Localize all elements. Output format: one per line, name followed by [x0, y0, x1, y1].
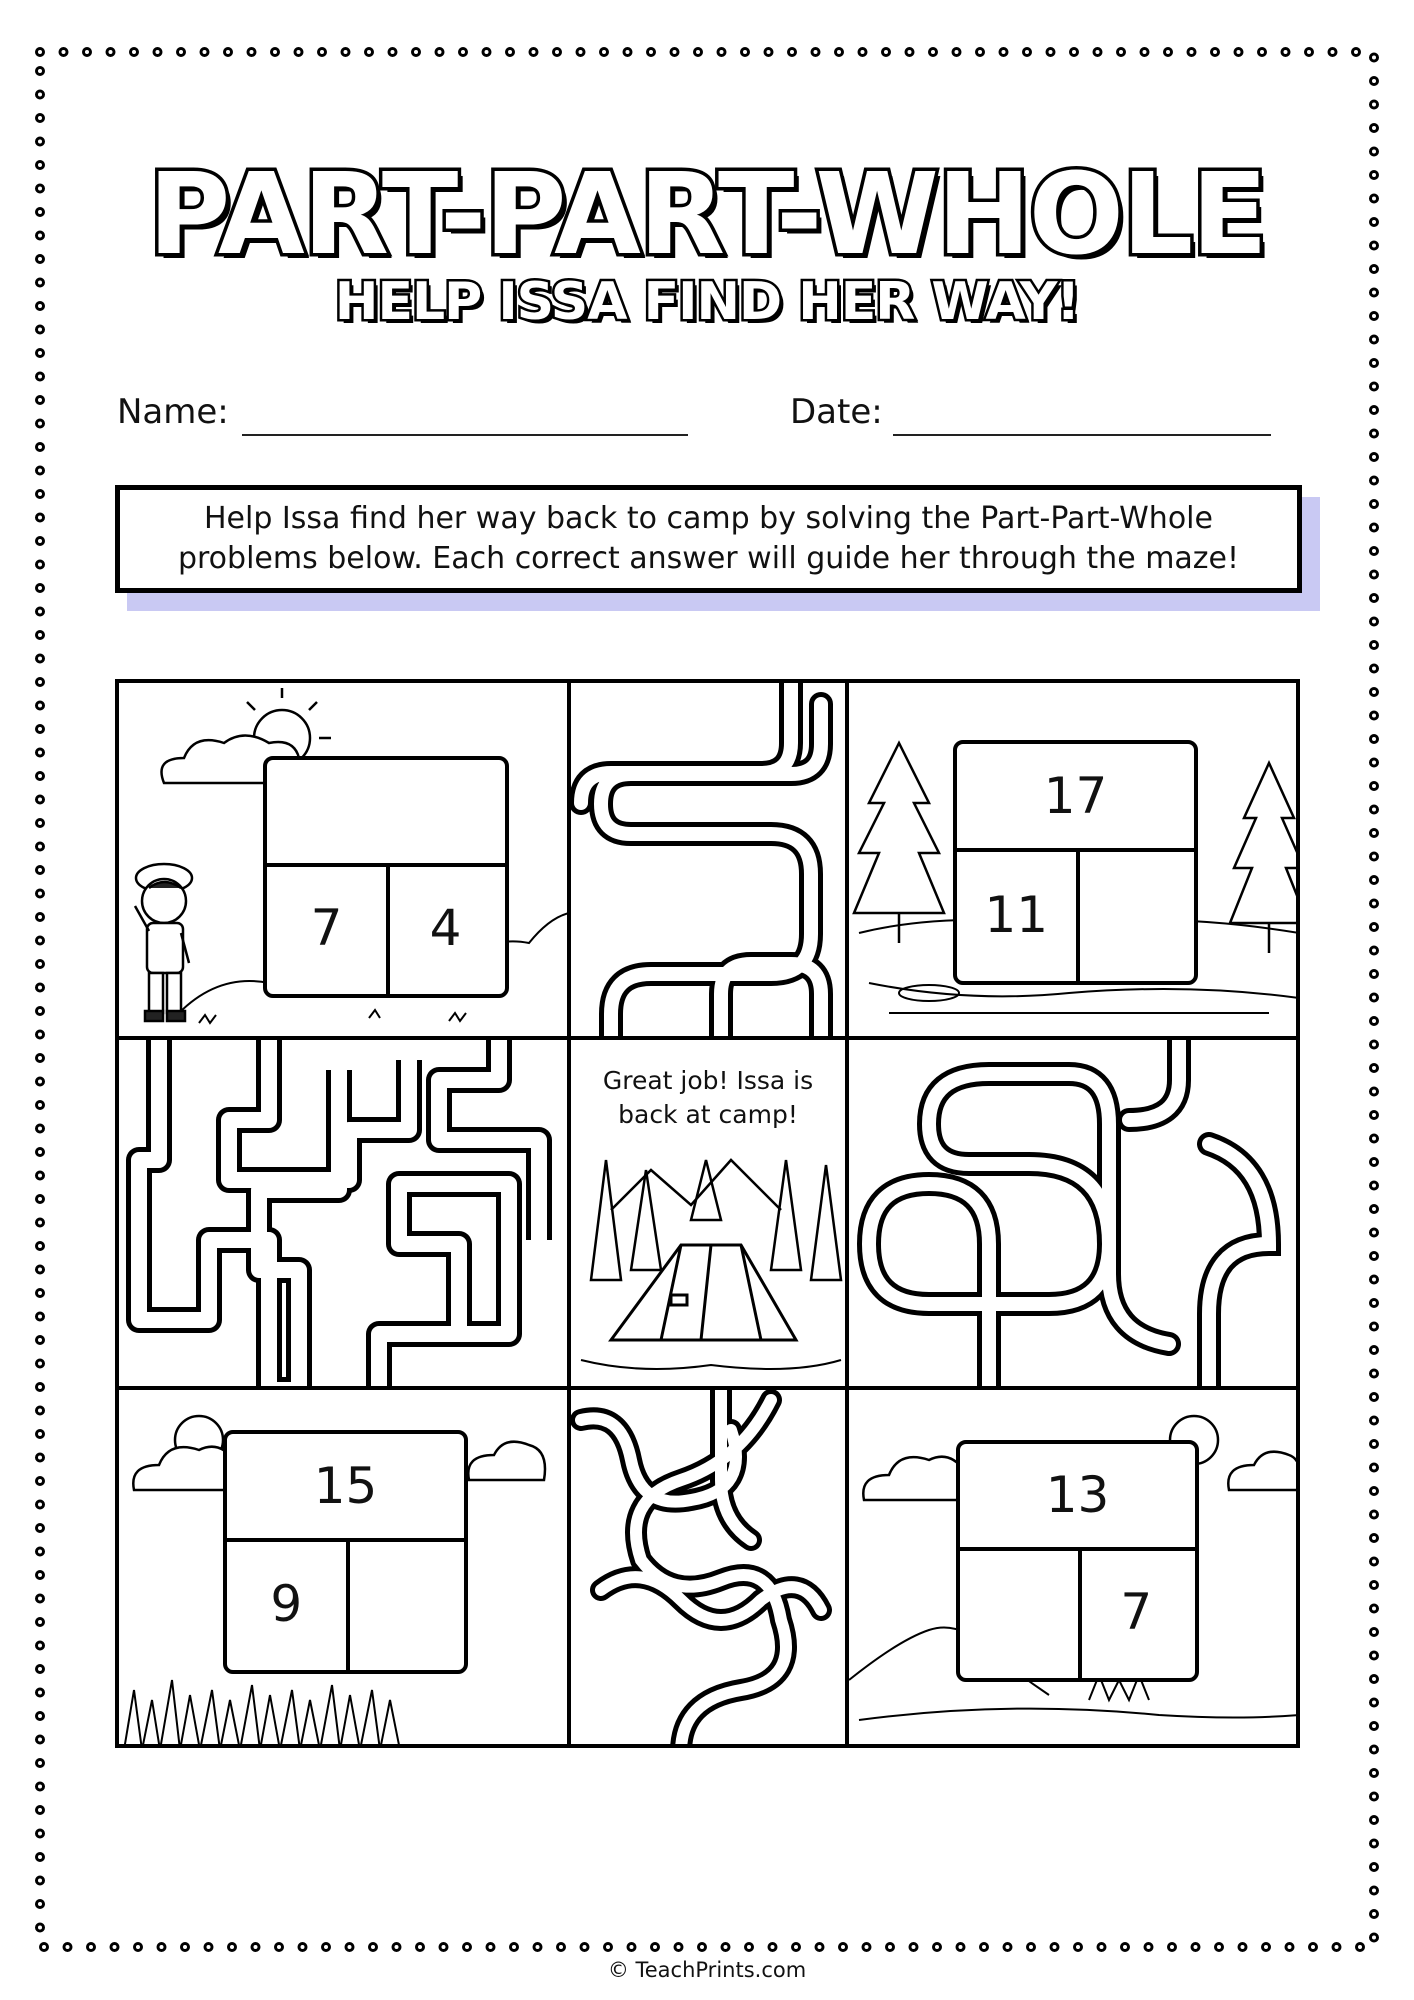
problem-box-3 [223, 1430, 468, 1674]
page-subtitle: HELP ISSA FIND HER WAY! [334, 272, 1080, 332]
cell-meadow-scene [115, 1386, 571, 1748]
camp-message-line-1: Great job! Issa is [602, 1066, 814, 1095]
issa-scout-figure [135, 864, 192, 1021]
part-1-value: 9 [227, 1538, 350, 1670]
cell-start-scene [115, 679, 571, 1040]
camp-finish-cell [567, 1036, 849, 1390]
cell-lake-scene [845, 679, 1300, 1040]
grass-scene [124, 1680, 400, 1748]
instructions-line-1: Help Issa find her way back to camp by solving the Part-Part-Whole [204, 501, 1213, 536]
name-label: Name: [117, 392, 229, 432]
date-label: Date: [790, 392, 883, 432]
name-field[interactable] [242, 434, 688, 436]
part-1-value: 11 [957, 848, 1080, 981]
part-2-value: 4 [429, 899, 462, 958]
cell-mountain-scene [845, 1386, 1300, 1748]
problem-box-4 [956, 1440, 1199, 1682]
maze-segment-1 [567, 679, 849, 1040]
problem-box-1 [263, 756, 509, 998]
date-field[interactable] [893, 434, 1271, 436]
part-1-answer-field[interactable] [960, 1547, 1082, 1678]
maze-grid [115, 679, 1300, 1748]
maze-segment-3 [845, 1036, 1300, 1390]
maze-segment-4 [567, 1386, 849, 1748]
part-2-answer-field[interactable] [1076, 848, 1195, 981]
part-2-answer-field[interactable] [346, 1538, 465, 1670]
part-2-value: 7 [1120, 1583, 1153, 1642]
instructions-box [115, 485, 1302, 593]
page-title: PART-PART-WHOLE [148, 150, 1266, 280]
maze-segment-2 [115, 1036, 571, 1390]
whole-value: 17 [957, 744, 1194, 852]
whole-answer-field[interactable] [267, 760, 505, 867]
footer-credit: © TeachPrints.com [607, 1958, 807, 1982]
part-1-value: 7 [267, 863, 390, 994]
problem-box-2 [953, 740, 1198, 985]
tent-icon [611, 1245, 796, 1340]
whole-value: 15 [227, 1434, 464, 1542]
camp-message-line-2: back at camp! [618, 1100, 798, 1129]
instructions-line-2: problems below. Each correct answer will guide her through the maze! [177, 541, 1240, 576]
whole-value: 13 [960, 1444, 1195, 1551]
